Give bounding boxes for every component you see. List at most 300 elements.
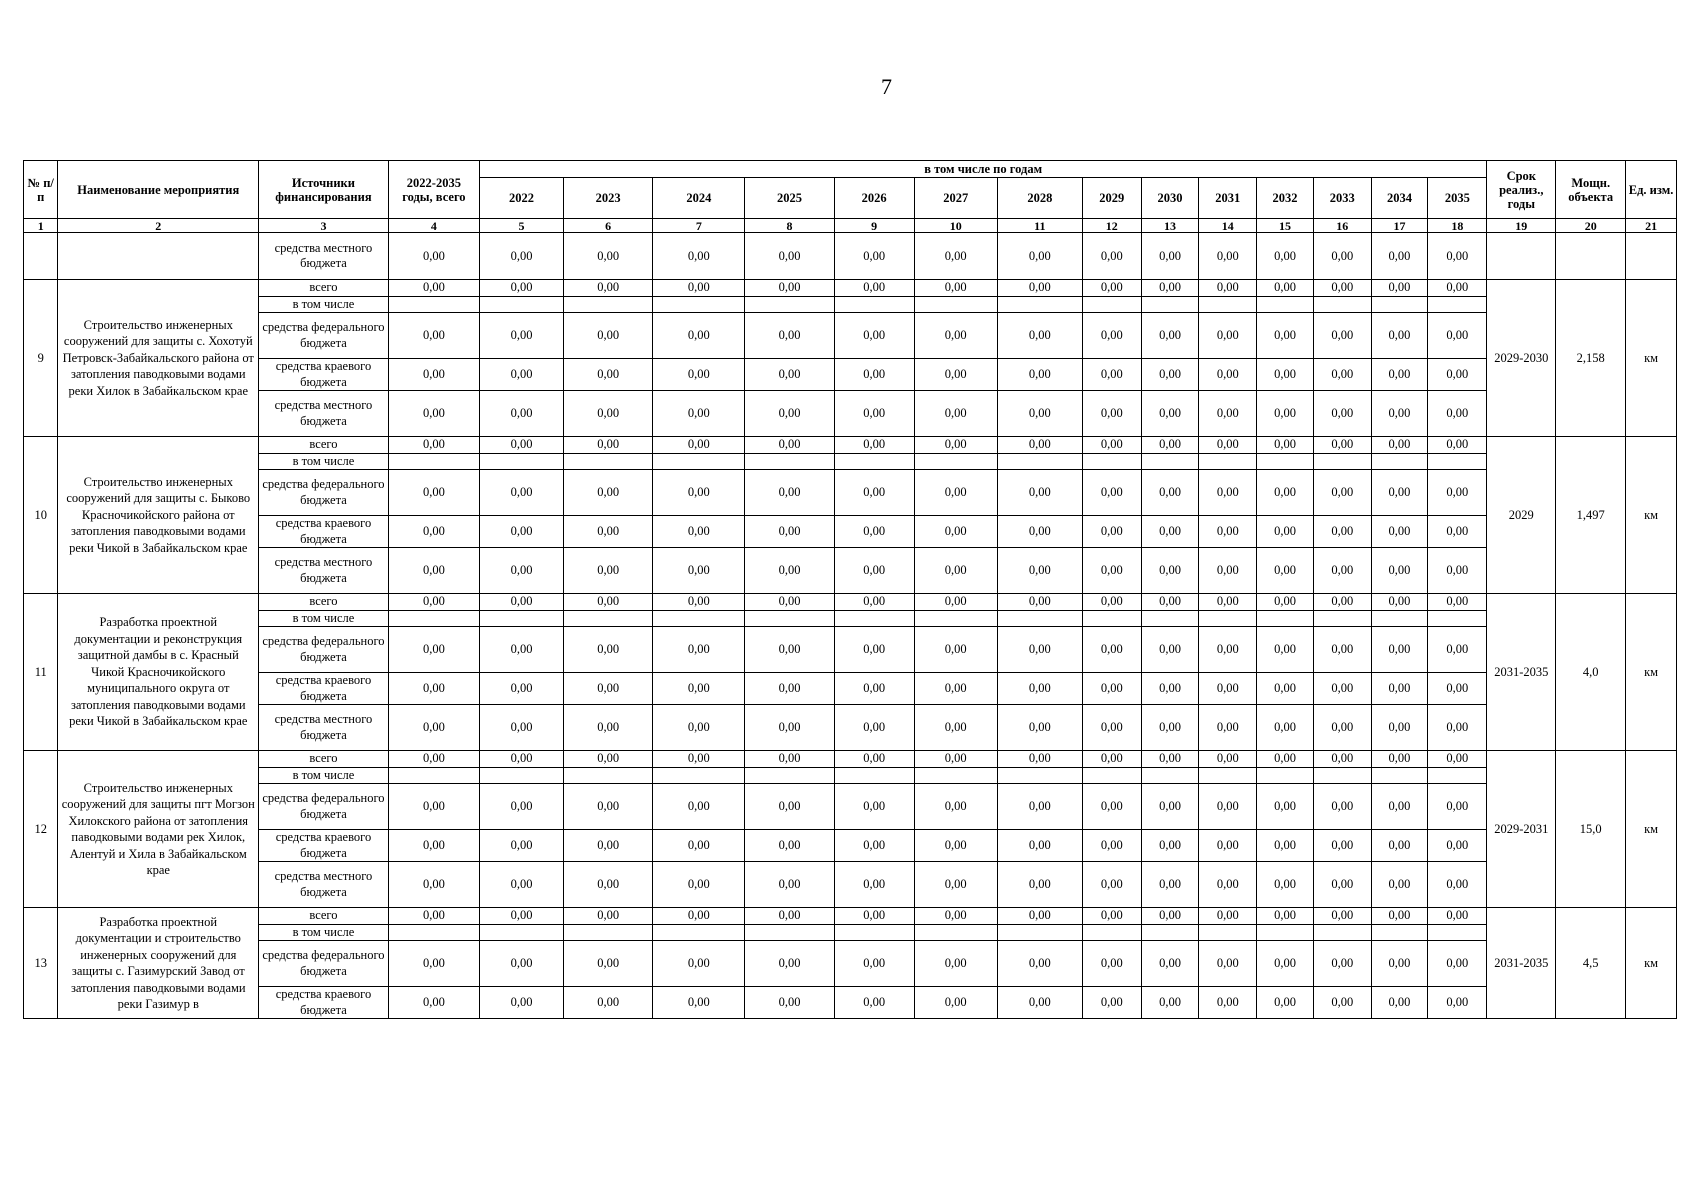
table-header <box>24 161 1677 233</box>
value-cell: 0,00 <box>997 594 1082 611</box>
item-term: 2031-2035 <box>1487 908 1556 1019</box>
table-row <box>24 594 1677 611</box>
value-cell: 0,00 <box>564 516 653 548</box>
column-number: 21 <box>1626 219 1677 233</box>
value-cell: 0,00 <box>564 313 653 359</box>
value-cell: 0,00 <box>1371 862 1428 908</box>
value-cell: 0,00 <box>564 470 653 516</box>
value-cell: 0,00 <box>564 830 653 862</box>
value-cell: 0,00 <box>479 313 563 359</box>
value-cell: 0,00 <box>479 391 563 437</box>
value-cell: 0,00 <box>1371 594 1428 611</box>
value-cell: 0,00 <box>479 830 563 862</box>
value-cell: 0,00 <box>653 359 745 391</box>
value-cell: 0,00 <box>1371 548 1428 594</box>
value-cell: 0,00 <box>479 627 563 673</box>
value-cell: 0,00 <box>1313 313 1371 359</box>
value-cell: 0,00 <box>1199 437 1257 454</box>
table-row <box>24 941 1677 987</box>
value-cell: 0,00 <box>834 313 914 359</box>
value-cell: 0,00 <box>653 516 745 548</box>
table-row <box>24 359 1677 391</box>
empty-cell <box>1313 767 1371 784</box>
value-cell: 0,00 <box>745 908 834 925</box>
value-cell: 0,00 <box>1141 987 1199 1019</box>
carryover-no-cell <box>24 233 58 280</box>
header-year: 2029 <box>1082 178 1141 219</box>
empty-cell <box>653 296 745 313</box>
source-regional: средства краевого бюджета <box>259 516 389 548</box>
column-number: 5 <box>479 219 563 233</box>
value-cell: 0,00 <box>914 673 997 705</box>
value-cell: 0,00 <box>1199 987 1257 1019</box>
value-cell: 0,00 <box>1313 470 1371 516</box>
value-cell: 0,00 <box>1428 941 1487 987</box>
source-total: всего <box>259 437 389 454</box>
value-cell: 0,00 <box>479 751 563 768</box>
header-year: 2033 <box>1313 178 1371 219</box>
table-row <box>24 437 1677 454</box>
empty-cell <box>564 610 653 627</box>
value-cell: 0,00 <box>479 437 563 454</box>
value-cell: 0,00 <box>745 516 834 548</box>
empty-cell <box>745 453 834 470</box>
value-cell: 0,00 <box>388 359 479 391</box>
carryover-capacity-cell <box>1556 233 1626 280</box>
value-cell: 0,00 <box>1313 784 1371 830</box>
value-cell: 0,00 <box>997 627 1082 673</box>
item-name: Разработка проектной документации и реконструкция защитной дамбы в с. Красный Чикой Красночикойского муниципального округа от затопления паводковыми водами реки Чикой в Забайкальском крае <box>58 594 259 751</box>
value-cell: 0,00 <box>1141 862 1199 908</box>
value-cell: 0,00 <box>564 941 653 987</box>
empty-cell <box>1371 296 1428 313</box>
value-cell: 0,00 <box>745 751 834 768</box>
value-cell: 0,00 <box>1141 233 1199 280</box>
source-including: в том числе <box>259 610 389 627</box>
financing-table <box>23 160 1677 1019</box>
value-cell: 0,00 <box>1082 627 1141 673</box>
source-federal: средства федерального бюджета <box>259 470 389 516</box>
value-cell: 0,00 <box>1141 830 1199 862</box>
column-number: 16 <box>1313 219 1371 233</box>
value-cell: 0,00 <box>914 516 997 548</box>
empty-cell <box>745 767 834 784</box>
value-cell: 0,00 <box>1371 784 1428 830</box>
column-number: 10 <box>914 219 997 233</box>
value-cell: 0,00 <box>653 830 745 862</box>
value-cell: 0,00 <box>834 516 914 548</box>
empty-cell <box>388 296 479 313</box>
value-cell: 0,00 <box>1371 233 1428 280</box>
value-cell: 0,00 <box>1428 233 1487 280</box>
empty-cell <box>653 924 745 941</box>
empty-cell <box>1082 610 1141 627</box>
empty-cell <box>388 924 479 941</box>
empty-cell <box>1082 924 1141 941</box>
value-cell: 0,00 <box>1257 673 1314 705</box>
table-row <box>24 280 1677 297</box>
item-capacity: 15,0 <box>1556 751 1626 908</box>
value-cell: 0,00 <box>997 391 1082 437</box>
column-number: 13 <box>1141 219 1199 233</box>
value-cell: 0,00 <box>653 548 745 594</box>
header-by-years: в том числе по годам <box>479 161 1486 178</box>
empty-cell <box>1257 610 1314 627</box>
value-cell: 0,00 <box>745 470 834 516</box>
value-cell: 0,00 <box>653 437 745 454</box>
value-cell: 0,00 <box>1428 359 1487 391</box>
column-number: 1 <box>24 219 58 233</box>
column-number: 18 <box>1428 219 1487 233</box>
value-cell: 0,00 <box>1141 548 1199 594</box>
empty-cell <box>834 296 914 313</box>
value-cell: 0,00 <box>997 313 1082 359</box>
value-cell: 0,00 <box>1428 470 1487 516</box>
value-cell: 0,00 <box>1141 751 1199 768</box>
table-row <box>24 673 1677 705</box>
empty-cell <box>479 610 563 627</box>
value-cell: 0,00 <box>1371 516 1428 548</box>
value-cell: 0,00 <box>1082 751 1141 768</box>
value-cell: 0,00 <box>564 987 653 1019</box>
table-row <box>24 924 1677 941</box>
value-cell: 0,00 <box>1257 359 1314 391</box>
value-cell: 0,00 <box>1257 470 1314 516</box>
item-number: 10 <box>24 437 58 594</box>
value-cell: 0,00 <box>997 516 1082 548</box>
value-cell: 0,00 <box>997 437 1082 454</box>
value-cell: 0,00 <box>1371 830 1428 862</box>
value-cell: 0,00 <box>1257 862 1314 908</box>
value-cell: 0,00 <box>564 437 653 454</box>
header-unit: Ед. изм. <box>1626 161 1677 219</box>
empty-cell <box>1257 296 1314 313</box>
value-cell: 0,00 <box>834 233 914 280</box>
header-capacity: Мощн. объекта <box>1556 161 1626 219</box>
source-including: в том числе <box>259 767 389 784</box>
empty-cell <box>1371 767 1428 784</box>
item-name: Строительство инженерных сооружений для защиты с. Быково Красночикойского района от затопления паводковыми водами реки Чикой в Забайкальском крае <box>58 437 259 594</box>
value-cell: 0,00 <box>997 784 1082 830</box>
value-cell: 0,00 <box>1082 437 1141 454</box>
header-year: 2034 <box>1371 178 1428 219</box>
value-cell: 0,00 <box>479 516 563 548</box>
empty-cell <box>479 453 563 470</box>
empty-cell <box>1199 924 1257 941</box>
item-capacity: 2,158 <box>1556 280 1626 437</box>
value-cell: 0,00 <box>479 941 563 987</box>
table-body <box>24 233 1677 1019</box>
item-term: 2029-2030 <box>1487 280 1556 437</box>
column-number: 20 <box>1556 219 1626 233</box>
source-total: всего <box>259 908 389 925</box>
header-year: 2027 <box>914 178 997 219</box>
table-row <box>24 516 1677 548</box>
value-cell: 0,00 <box>997 233 1082 280</box>
value-cell: 0,00 <box>834 470 914 516</box>
item-unit: км <box>1626 280 1677 437</box>
item-unit: км <box>1626 594 1677 751</box>
value-cell: 0,00 <box>564 627 653 673</box>
header-name: Наименование мероприятия <box>58 161 259 219</box>
value-cell: 0,00 <box>1082 470 1141 516</box>
value-cell: 0,00 <box>997 359 1082 391</box>
value-cell: 0,00 <box>834 391 914 437</box>
empty-cell <box>1141 453 1199 470</box>
value-cell: 0,00 <box>1199 908 1257 925</box>
empty-cell <box>834 767 914 784</box>
value-cell: 0,00 <box>834 437 914 454</box>
value-cell: 0,00 <box>564 751 653 768</box>
value-cell: 0,00 <box>388 751 479 768</box>
empty-cell <box>1082 453 1141 470</box>
value-cell: 0,00 <box>745 673 834 705</box>
item-unit: км <box>1626 908 1677 1019</box>
value-cell: 0,00 <box>388 437 479 454</box>
value-cell: 0,00 <box>653 391 745 437</box>
column-number: 19 <box>1487 219 1556 233</box>
value-cell: 0,00 <box>1313 862 1371 908</box>
empty-cell <box>1082 767 1141 784</box>
value-cell: 0,00 <box>388 548 479 594</box>
value-cell: 0,00 <box>1141 594 1199 611</box>
item-unit: км <box>1626 437 1677 594</box>
financing-table-wrapper <box>23 160 1677 1019</box>
value-cell: 0,00 <box>1082 673 1141 705</box>
item-term: 2029 <box>1487 437 1556 594</box>
value-cell: 0,00 <box>1199 941 1257 987</box>
value-cell: 0,00 <box>388 594 479 611</box>
value-cell: 0,00 <box>834 830 914 862</box>
value-cell: 0,00 <box>564 705 653 751</box>
value-cell: 0,00 <box>1082 941 1141 987</box>
value-cell: 0,00 <box>1428 987 1487 1019</box>
table-row <box>24 296 1677 313</box>
value-cell: 0,00 <box>1082 233 1141 280</box>
value-cell: 0,00 <box>914 784 997 830</box>
value-cell: 0,00 <box>914 280 997 297</box>
value-cell: 0,00 <box>1428 784 1487 830</box>
value-cell: 0,00 <box>914 437 997 454</box>
empty-cell <box>1257 924 1314 941</box>
value-cell: 0,00 <box>1371 941 1428 987</box>
item-name: Строительство инженерных сооружений для защиты с. Хохотуй Петровск-Забайкальского района от затопления паводковыми водами реки Хилок в Забайкальском крае <box>58 280 259 437</box>
value-cell: 0,00 <box>479 673 563 705</box>
value-cell: 0,00 <box>1313 987 1371 1019</box>
value-cell: 0,00 <box>745 941 834 987</box>
table-row <box>24 627 1677 673</box>
value-cell: 0,00 <box>564 862 653 908</box>
value-cell: 0,00 <box>1199 673 1257 705</box>
header-year: 2022 <box>479 178 563 219</box>
source-regional: средства краевого бюджета <box>259 830 389 862</box>
value-cell: 0,00 <box>745 987 834 1019</box>
header-year: 2026 <box>834 178 914 219</box>
value-cell: 0,00 <box>1199 862 1257 908</box>
table-row <box>24 453 1677 470</box>
empty-cell <box>914 453 997 470</box>
value-cell: 0,00 <box>997 280 1082 297</box>
value-cell: 0,00 <box>479 705 563 751</box>
value-cell: 0,00 <box>914 627 997 673</box>
empty-cell <box>914 767 997 784</box>
item-term: 2031-2035 <box>1487 594 1556 751</box>
empty-cell <box>1371 610 1428 627</box>
value-cell: 0,00 <box>388 470 479 516</box>
column-number: 14 <box>1199 219 1257 233</box>
value-cell: 0,00 <box>1257 784 1314 830</box>
empty-cell <box>834 453 914 470</box>
value-cell: 0,00 <box>479 594 563 611</box>
column-number: 6 <box>564 219 653 233</box>
value-cell: 0,00 <box>479 233 563 280</box>
value-cell: 0,00 <box>834 673 914 705</box>
table-row <box>24 548 1677 594</box>
value-cell: 0,00 <box>1141 391 1199 437</box>
header-year: 2032 <box>1257 178 1314 219</box>
value-cell: 0,00 <box>745 233 834 280</box>
value-cell: 0,00 <box>653 594 745 611</box>
value-cell: 0,00 <box>388 516 479 548</box>
source-local: средства местного бюджета <box>259 705 389 751</box>
table-row-carryover <box>24 233 1677 280</box>
header-year: 2023 <box>564 178 653 219</box>
value-cell: 0,00 <box>1371 751 1428 768</box>
value-cell: 0,00 <box>1428 437 1487 454</box>
value-cell: 0,00 <box>1141 280 1199 297</box>
value-cell: 0,00 <box>564 594 653 611</box>
column-number: 7 <box>653 219 745 233</box>
source-local: средства местного бюджета <box>259 391 389 437</box>
value-cell: 0,00 <box>997 470 1082 516</box>
value-cell: 0,00 <box>388 784 479 830</box>
value-cell: 0,00 <box>564 391 653 437</box>
item-capacity: 1,497 <box>1556 437 1626 594</box>
value-cell: 0,00 <box>1257 705 1314 751</box>
value-cell: 0,00 <box>1313 941 1371 987</box>
value-cell: 0,00 <box>388 987 479 1019</box>
value-cell: 0,00 <box>653 862 745 908</box>
value-cell: 0,00 <box>834 548 914 594</box>
value-cell: 0,00 <box>745 594 834 611</box>
value-cell: 0,00 <box>997 987 1082 1019</box>
empty-cell <box>1199 453 1257 470</box>
source-including: в том числе <box>259 453 389 470</box>
value-cell: 0,00 <box>479 987 563 1019</box>
empty-cell <box>1371 924 1428 941</box>
value-cell: 0,00 <box>1428 830 1487 862</box>
empty-cell <box>1313 924 1371 941</box>
value-cell: 0,00 <box>834 359 914 391</box>
value-cell: 0,00 <box>1428 627 1487 673</box>
value-cell: 0,00 <box>745 391 834 437</box>
column-number: 8 <box>745 219 834 233</box>
value-cell: 0,00 <box>1082 548 1141 594</box>
value-cell: 0,00 <box>653 627 745 673</box>
value-cell: 0,00 <box>1082 987 1141 1019</box>
table-row <box>24 862 1677 908</box>
source-federal: средства федерального бюджета <box>259 784 389 830</box>
value-cell: 0,00 <box>1257 908 1314 925</box>
header-term: Срок реализ., годы <box>1487 161 1556 219</box>
value-cell: 0,00 <box>1313 516 1371 548</box>
value-cell: 0,00 <box>388 862 479 908</box>
value-cell: 0,00 <box>834 705 914 751</box>
empty-cell <box>1313 296 1371 313</box>
empty-cell <box>1199 296 1257 313</box>
empty-cell <box>914 924 997 941</box>
value-cell: 0,00 <box>1199 594 1257 611</box>
source-federal: средства федерального бюджета <box>259 941 389 987</box>
value-cell: 0,00 <box>1428 705 1487 751</box>
table-row <box>24 908 1677 925</box>
value-cell: 0,00 <box>745 437 834 454</box>
value-cell: 0,00 <box>1371 313 1428 359</box>
value-cell: 0,00 <box>1199 705 1257 751</box>
empty-cell <box>653 767 745 784</box>
value-cell: 0,00 <box>1257 280 1314 297</box>
value-cell: 0,00 <box>914 705 997 751</box>
value-cell: 0,00 <box>1371 627 1428 673</box>
value-cell: 0,00 <box>653 784 745 830</box>
value-cell: 0,00 <box>564 548 653 594</box>
value-cell: 0,00 <box>997 751 1082 768</box>
value-cell: 0,00 <box>1199 280 1257 297</box>
value-cell: 0,00 <box>653 751 745 768</box>
table-row <box>24 705 1677 751</box>
value-cell: 0,00 <box>1428 594 1487 611</box>
value-cell: 0,00 <box>564 233 653 280</box>
value-cell: 0,00 <box>745 313 834 359</box>
value-cell: 0,00 <box>1257 516 1314 548</box>
value-cell: 0,00 <box>564 359 653 391</box>
column-number: 4 <box>388 219 479 233</box>
empty-cell <box>1199 767 1257 784</box>
value-cell: 0,00 <box>1313 751 1371 768</box>
value-cell: 0,00 <box>914 470 997 516</box>
value-cell: 0,00 <box>1428 751 1487 768</box>
empty-cell <box>388 767 479 784</box>
value-cell: 0,00 <box>834 908 914 925</box>
source-federal: средства федерального бюджета <box>259 627 389 673</box>
value-cell: 0,00 <box>1371 987 1428 1019</box>
value-cell: 0,00 <box>1428 908 1487 925</box>
value-cell: 0,00 <box>914 391 997 437</box>
value-cell: 0,00 <box>1141 627 1199 673</box>
empty-cell <box>1428 924 1487 941</box>
value-cell: 0,00 <box>745 830 834 862</box>
empty-cell <box>653 610 745 627</box>
item-term: 2029-2031 <box>1487 751 1556 908</box>
header-year: 2028 <box>997 178 1082 219</box>
value-cell: 0,00 <box>564 673 653 705</box>
value-cell: 0,00 <box>1257 627 1314 673</box>
value-cell: 0,00 <box>1257 941 1314 987</box>
header-year: 2025 <box>745 178 834 219</box>
value-cell: 0,00 <box>653 941 745 987</box>
empty-cell <box>745 296 834 313</box>
carryover-unit-cell <box>1626 233 1677 280</box>
empty-cell <box>914 610 997 627</box>
empty-cell <box>1371 453 1428 470</box>
value-cell: 0,00 <box>1428 548 1487 594</box>
empty-cell <box>1199 610 1257 627</box>
value-cell: 0,00 <box>1371 705 1428 751</box>
source-local: средства местного бюджета <box>259 548 389 594</box>
empty-cell <box>1313 610 1371 627</box>
column-number: 2 <box>58 219 259 233</box>
value-cell: 0,00 <box>1371 673 1428 705</box>
